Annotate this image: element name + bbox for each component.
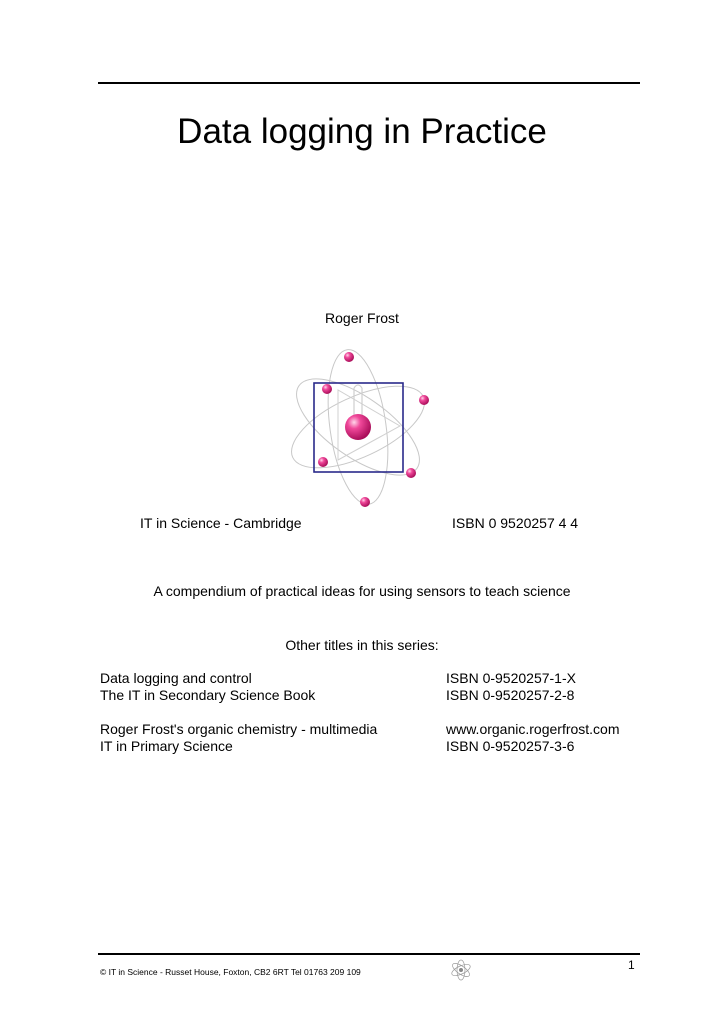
series-item-website: www.organic.rogerfrost.com [446,721,620,737]
document-title: Data logging in Practice [177,112,547,151]
other-titles-heading: Other titles in this series: [285,637,439,653]
publisher-name: IT in Science - Cambridge [140,515,302,531]
electron-ball [344,352,354,362]
series-list-group [100,721,660,755]
electron-ball [318,457,328,467]
series-item-isbn: ISBN 0-9520257-2-8 [446,687,575,703]
page-number: 1 [628,958,635,972]
bottom-rule [98,953,640,955]
electron-ball [322,384,332,394]
author-name: Roger Frost [325,310,399,326]
isbn-number: ISBN 0 9520257 4 4 [452,515,579,531]
series-item-title: IT in Primary Science [100,738,233,754]
nucleus-ball [345,414,371,440]
series-item-title: Roger Frost's organic chemistry - multimedia [100,721,378,737]
footer-address: © IT in Science - Russet House, Foxton, CB2 6RT Tel 01763 209 109 [100,967,361,977]
series-item-isbn: ISBN 0-9520257-3-6 [446,738,575,754]
series-list-group [100,670,660,704]
series-item [100,670,660,687]
small-atom-logo-icon [449,958,473,982]
series-item [100,721,660,738]
electron-ball [360,497,370,507]
series-item [100,738,660,755]
book-description: A compendium of practical ideas for using sensors to teach science [153,583,571,599]
electron-ball [406,468,416,478]
series-item [100,687,660,704]
series-item-title: The IT in Secondary Science Book [100,687,316,703]
series-item-isbn: ISBN 0-9520257-1-X [446,670,576,686]
atom-logo-icon [280,340,450,520]
series-item-title: Data logging and control [100,670,252,686]
top-rule [98,82,640,84]
electron-ball [419,395,429,405]
